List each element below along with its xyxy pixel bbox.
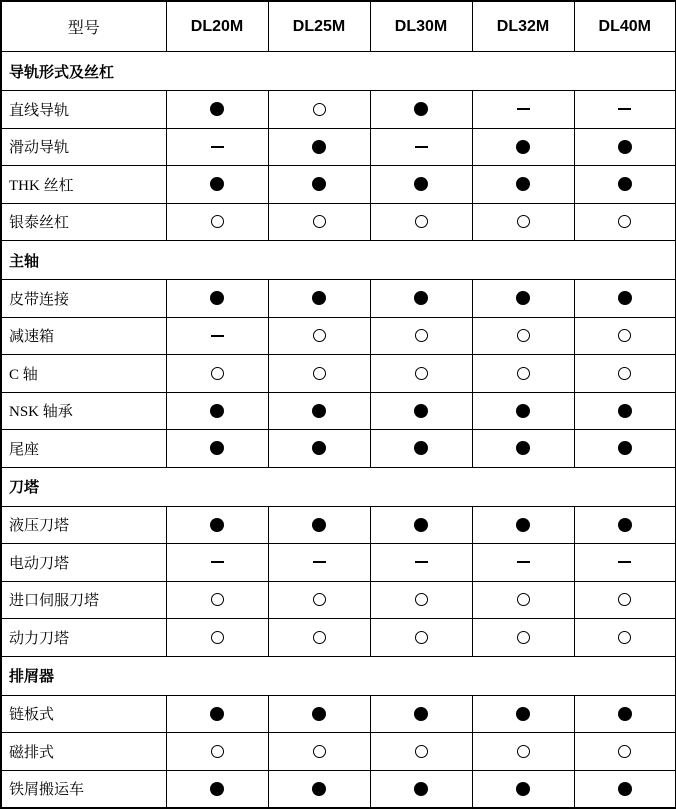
open-circle-icon [415,593,428,606]
spec-cell [370,430,472,468]
spec-cell [574,770,676,808]
spec-cell [370,770,472,808]
open-circle-icon [517,593,530,606]
spec-cell [574,506,676,544]
open-circle-icon [618,329,631,342]
row-label: 减速箱 [1,317,166,355]
filled-circle-icon [312,441,326,455]
table-row [1,280,676,318]
row-label: 滑动导轨 [1,128,166,166]
open-circle-icon [618,631,631,644]
spec-cell [166,770,268,808]
spec-table-header [1,1,676,52]
open-circle-icon [211,745,224,758]
open-circle-icon [211,215,224,228]
row-label: 皮带连接 [1,280,166,318]
open-circle-icon [313,745,326,758]
filled-circle-icon [210,177,224,191]
spec-cell [166,544,268,582]
table-row [1,506,676,544]
filled-circle-icon [618,518,632,532]
filled-circle-icon [516,707,530,721]
spec-cell [472,770,574,808]
table-row [1,166,676,204]
spec-cell [370,506,472,544]
model-column-header-dl30m: DL30M [370,1,472,52]
row-label: 液压刀塔 [1,506,166,544]
section-row [1,241,676,280]
spec-cell [574,581,676,619]
spec-cell [472,544,574,582]
table-row [1,91,676,129]
spec-cell [574,619,676,657]
open-circle-icon [517,745,530,758]
spec-cell [472,695,574,733]
filled-circle-icon [618,441,632,455]
spec-cell [166,581,268,619]
spec-cell [574,733,676,771]
spec-cell [166,91,268,129]
filled-circle-icon [516,782,530,796]
filled-circle-icon [312,782,326,796]
row-label: C 轴 [1,355,166,393]
spec-cell [370,695,472,733]
model-label-header: 型号 [1,1,166,52]
filled-circle-icon [210,102,224,116]
open-circle-icon [313,329,326,342]
table-row [1,619,676,657]
spec-cell [166,733,268,771]
open-circle-icon [211,631,224,644]
spec-cell [268,317,370,355]
spec-cell [370,166,472,204]
filled-circle-icon [312,291,326,305]
open-circle-icon [517,215,530,228]
filled-circle-icon [414,177,428,191]
table-row [1,430,676,468]
spec-cell [472,203,574,241]
header-row [1,1,676,52]
filled-circle-icon [516,140,530,154]
spec-cell [166,506,268,544]
spec-cell [472,91,574,129]
filled-circle-icon [516,404,530,418]
dash-icon [211,335,224,337]
filled-circle-icon [312,140,326,154]
spec-cell [472,430,574,468]
filled-circle-icon [414,707,428,721]
filled-circle-icon [414,291,428,305]
spec-cell [166,430,268,468]
table-row [1,695,676,733]
table-row [1,317,676,355]
filled-circle-icon [618,782,632,796]
row-label: 银泰丝杠 [1,203,166,241]
section-title: 排屑器 [1,656,676,695]
spec-cell [574,355,676,393]
spec-cell [166,392,268,430]
section-row [1,656,676,695]
open-circle-icon [618,745,631,758]
dash-icon [517,108,530,110]
table-row [1,544,676,582]
spec-cell [166,619,268,657]
spec-cell [268,695,370,733]
row-label: 链板式 [1,695,166,733]
spec-cell [370,619,472,657]
spec-cell [268,355,370,393]
open-circle-icon [415,215,428,228]
open-circle-icon [313,367,326,380]
open-circle-icon [618,367,631,380]
filled-circle-icon [618,177,632,191]
row-label: 铁屑搬运车 [1,770,166,808]
spec-cell [268,733,370,771]
filled-circle-icon [312,404,326,418]
row-label: 磁排式 [1,733,166,771]
section-title: 导轨形式及丝杠 [1,52,676,91]
table-row [1,392,676,430]
filled-circle-icon [618,140,632,154]
filled-circle-icon [618,291,632,305]
filled-circle-icon [414,404,428,418]
spec-cell [166,280,268,318]
spec-cell [370,91,472,129]
row-label: 尾座 [1,430,166,468]
dash-icon [517,561,530,563]
row-label: NSK 轴承 [1,392,166,430]
spec-cell [472,317,574,355]
spec-cell [472,128,574,166]
spec-cell [574,430,676,468]
filled-circle-icon [312,518,326,532]
open-circle-icon [313,103,326,116]
open-circle-icon [517,367,530,380]
section-row [1,467,676,506]
dash-icon [415,146,428,148]
spec-cell [268,91,370,129]
spec-cell [166,128,268,166]
spec-cell [472,619,574,657]
section-title: 刀塔 [1,467,676,506]
filled-circle-icon [414,441,428,455]
spec-cell [574,544,676,582]
dash-icon [211,146,224,148]
dash-icon [618,561,631,563]
spec-cell [370,581,472,619]
spec-cell [370,355,472,393]
filled-circle-icon [210,782,224,796]
open-circle-icon [517,631,530,644]
row-label: THK 丝杠 [1,166,166,204]
filled-circle-icon [312,707,326,721]
spec-cell [370,128,472,166]
spec-cell [166,695,268,733]
row-label: 动力刀塔 [1,619,166,657]
spec-cell [268,392,370,430]
spec-cell [472,166,574,204]
open-circle-icon [618,593,631,606]
spec-cell [574,166,676,204]
spec-cell [370,544,472,582]
dash-icon [313,561,326,563]
model-column-header-dl40m: DL40M [574,1,676,52]
open-circle-icon [313,215,326,228]
table-row [1,770,676,808]
spec-cell [268,770,370,808]
spec-cell [472,392,574,430]
open-circle-icon [313,631,326,644]
table-row [1,581,676,619]
model-column-header-dl32m: DL32M [472,1,574,52]
open-circle-icon [415,745,428,758]
spec-cell [574,128,676,166]
model-column-header-dl25m: DL25M [268,1,370,52]
table-row [1,733,676,771]
spec-cell [472,581,574,619]
filled-circle-icon [414,782,428,796]
open-circle-icon [415,329,428,342]
spec-table-body [1,52,676,809]
spec-cell [166,203,268,241]
table-row [1,355,676,393]
spec-cell [472,733,574,771]
spec-cell [268,581,370,619]
open-circle-icon [517,329,530,342]
filled-circle-icon [516,291,530,305]
open-circle-icon [618,215,631,228]
filled-circle-icon [210,404,224,418]
table-row [1,203,676,241]
spec-cell [268,506,370,544]
spec-cell [574,317,676,355]
filled-circle-icon [516,518,530,532]
table-row [1,128,676,166]
open-circle-icon [211,593,224,606]
filled-circle-icon [210,707,224,721]
spec-cell [268,544,370,582]
spec-cell [370,733,472,771]
spec-cell [166,355,268,393]
row-label: 直线导轨 [1,91,166,129]
spec-cell [574,695,676,733]
spec-cell [370,280,472,318]
filled-circle-icon [618,404,632,418]
dash-icon [415,561,428,563]
section-row [1,52,676,91]
spec-cell [574,91,676,129]
filled-circle-icon [516,441,530,455]
spec-cell [574,392,676,430]
model-column-header-dl20m: DL20M [166,1,268,52]
spec-cell [574,280,676,318]
spec-cell [472,280,574,318]
filled-circle-icon [312,177,326,191]
filled-circle-icon [414,518,428,532]
spec-cell [370,392,472,430]
spec-cell [370,317,472,355]
filled-circle-icon [516,177,530,191]
open-circle-icon [211,367,224,380]
section-title: 主轴 [1,241,676,280]
filled-circle-icon [618,707,632,721]
open-circle-icon [415,631,428,644]
spec-cell [268,128,370,166]
open-circle-icon [415,367,428,380]
dash-icon [211,561,224,563]
filled-circle-icon [210,441,224,455]
spec-cell [574,203,676,241]
spec-cell [268,619,370,657]
spec-cell [268,203,370,241]
row-label: 电动刀塔 [1,544,166,582]
filled-circle-icon [210,518,224,532]
open-circle-icon [313,593,326,606]
spec-cell [370,203,472,241]
spec-cell [472,506,574,544]
dash-icon [618,108,631,110]
spec-cell [268,166,370,204]
filled-circle-icon [414,102,428,116]
spec-cell [166,317,268,355]
row-label: 进口伺服刀塔 [1,581,166,619]
spec-cell [472,355,574,393]
spec-cell [268,280,370,318]
spec-cell [268,430,370,468]
filled-circle-icon [210,291,224,305]
spec-cell [166,166,268,204]
